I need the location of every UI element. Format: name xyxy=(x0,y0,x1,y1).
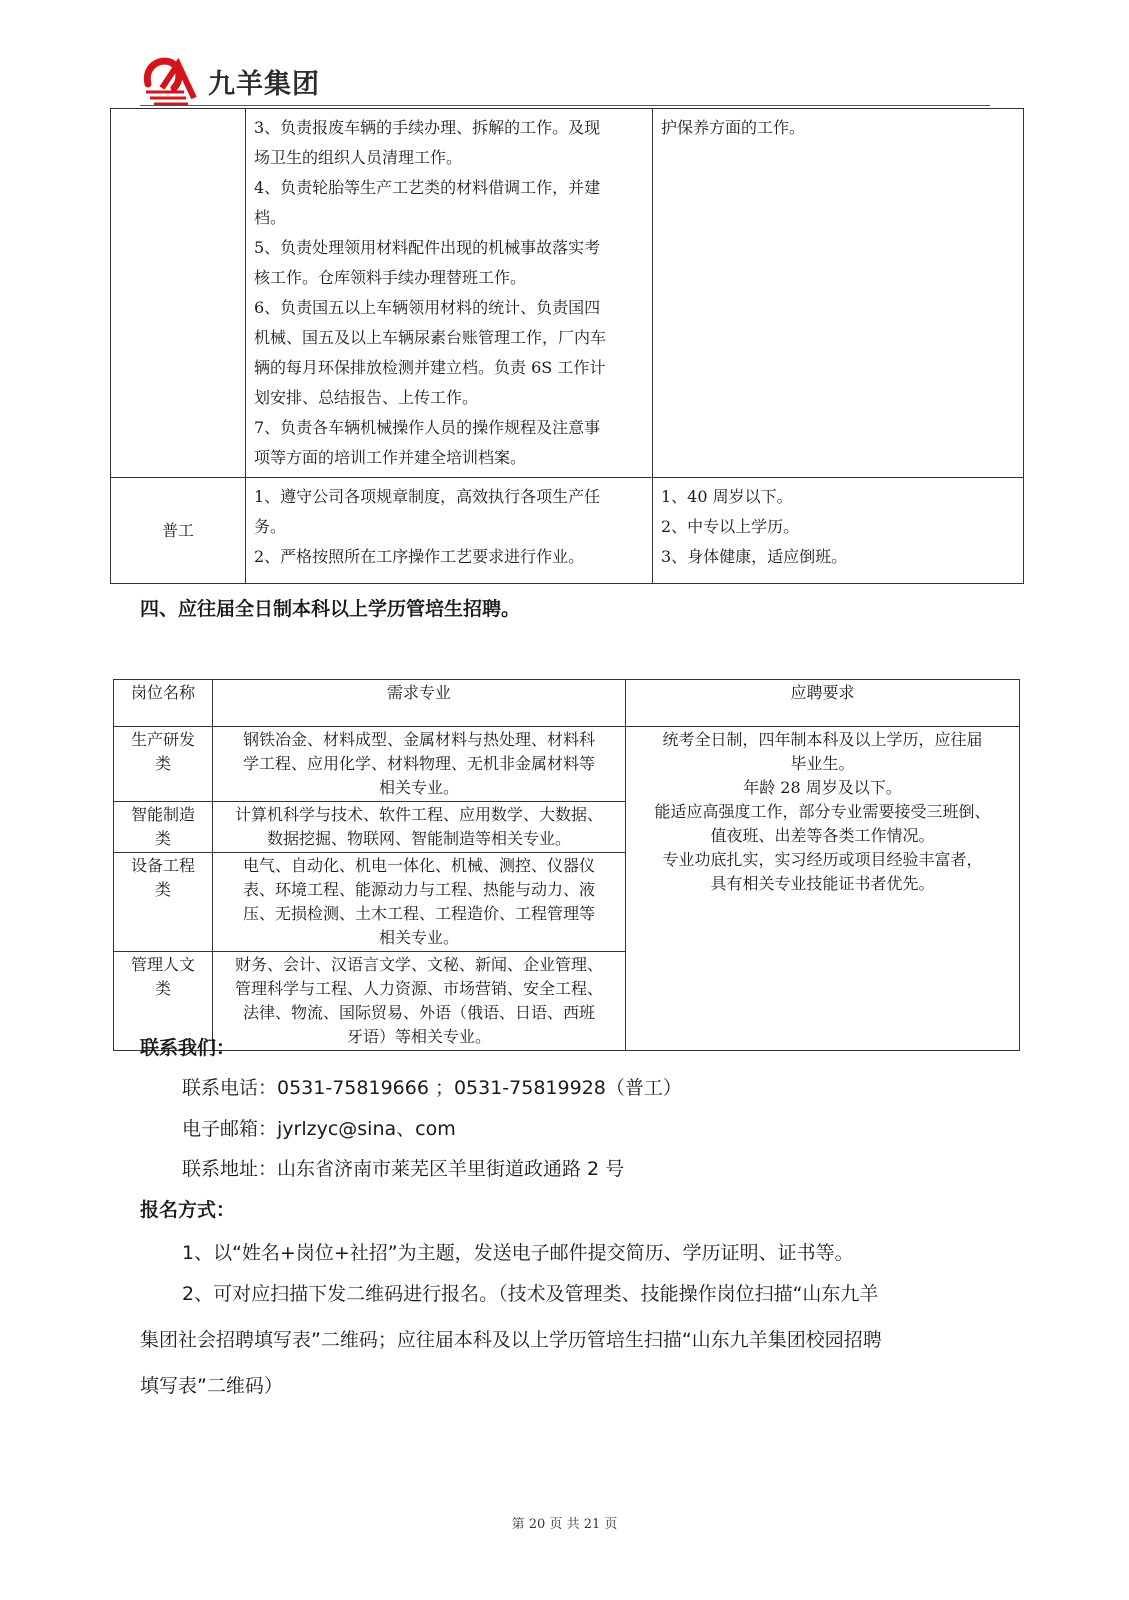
requirement-line: 年龄 28 周岁及以下。 xyxy=(743,778,902,797)
position-table xyxy=(110,108,1024,584)
name-line: 类 xyxy=(154,754,171,773)
role-cell: 普工 xyxy=(111,478,246,584)
company-logo-icon xyxy=(140,54,202,106)
table-row xyxy=(111,478,1024,584)
duty-line: 4、负责轮胎等生产工艺类的材料借调工作，并建 xyxy=(254,178,601,197)
name-line: 生产研发 xyxy=(130,730,195,749)
table-row xyxy=(111,109,1024,478)
requirement-line: 毕业生。 xyxy=(790,754,855,773)
name-line: 类 xyxy=(154,880,171,899)
requirements-cell xyxy=(653,478,1024,584)
signup-item-2-line: 2、可对应扫描下发二维码进行报名。（技术及管理类、技能操作岗位扫描“山东九羊 xyxy=(182,1283,879,1305)
name-line: 类 xyxy=(154,979,171,998)
contact-title: 联系我们： xyxy=(140,1037,236,1059)
signup-item-2 xyxy=(140,1271,1000,1409)
name-line: 类 xyxy=(154,829,171,848)
major-line: 相关专业。 xyxy=(378,778,459,797)
major-line: 表、环境工程、能源动力与工程、热能与动力、液 xyxy=(242,880,595,899)
position-name-cell xyxy=(114,802,213,853)
major-line: 相关专业。 xyxy=(378,928,459,947)
page-header xyxy=(140,54,990,106)
duty-line: 划安排、总结报告、上传工作。 xyxy=(254,388,479,407)
duty-line: 项等方面的培训工作并建全培训档案。 xyxy=(254,448,527,467)
major-line: 管理科学与工程、人力资源、市场营销、安全工程、 xyxy=(234,979,603,998)
duty-line: 核工作。仓库领料手续办理替班工作。 xyxy=(254,268,527,287)
trainee-table xyxy=(113,679,1020,1051)
requirements-cell xyxy=(626,727,1020,1051)
duty-line: 档。 xyxy=(254,208,287,227)
major-line: 法律、物流、国际贸易、外语（俄语、日语、西班 xyxy=(242,1003,595,1022)
contact-email: 电子邮箱：jyrlzyc@sina、com xyxy=(182,1118,456,1140)
requirements-cell xyxy=(653,109,1024,478)
name-line: 管理人文 xyxy=(130,955,195,974)
position-name-cell xyxy=(114,853,213,952)
contact-address: 联系地址：山东省济南市莱芜区羊里街道政通路 2 号 xyxy=(182,1158,625,1180)
requirement-line: 专业功底扎实，实习经历或项目经验丰富者， xyxy=(662,850,983,869)
majors-cell xyxy=(213,853,626,952)
signup-item-2-line: 填写表”二维码） xyxy=(140,1375,283,1397)
major-line: 压、无损检测、土木工程、工程造价、工程管理等 xyxy=(242,904,595,923)
name-line: 设备工程 xyxy=(130,856,195,875)
major-line: 财务、会计、汉语言文学、文秘、新闻、企业管理、 xyxy=(234,955,603,974)
logo-text: 九羊集团 xyxy=(208,69,320,100)
signup-item-1: 1、以“姓名+岗位+社招”为主题，发送电子邮件提交简历、学历证明、证书等。 xyxy=(182,1242,854,1264)
duty-line: 3、负责报废车辆的手续办理、拆解的工作。及现 xyxy=(254,118,601,137)
position-name-cell xyxy=(114,727,213,802)
role-cell xyxy=(111,109,246,478)
requirement-line: 能适应高强度工作，部分专业需要接受三班倒、 xyxy=(654,802,991,821)
majors-cell xyxy=(213,727,626,802)
requirement-line: 护保养方面的工作。 xyxy=(661,118,806,137)
majors-cell xyxy=(213,952,626,1051)
table-header-row xyxy=(114,680,1020,727)
requirement-line: 具有相关专业技能证书者优先。 xyxy=(710,874,935,893)
duties-cell xyxy=(246,478,653,584)
major-line: 计算机科学与技术、软件工程、应用数学、大数据、 xyxy=(234,805,603,824)
requirement-line: 统考全日制，四年制本科及以上学历，应往届 xyxy=(662,730,983,749)
header-requirements: 应聘要求 xyxy=(626,680,1020,727)
major-line: 牙语）等相关专业。 xyxy=(346,1027,491,1046)
page-number: 第 20 页 共 21 页 xyxy=(511,1517,618,1532)
table-row xyxy=(114,727,1020,802)
duty-line: 1、遵守公司各项规章制度，高效执行各项生产任 xyxy=(254,487,601,506)
contact-phone: 联系电话：0531-75819666 ；0531-75819928（普工） xyxy=(182,1077,682,1099)
major-line: 电气、自动化、机电一体化、机械、测控、仪器仪 xyxy=(242,856,595,875)
duty-line: 辆的每月环保排放检测并建立档。负责 6S 工作计 xyxy=(254,358,606,377)
header-majors: 需求专业 xyxy=(213,680,626,727)
duties-cell xyxy=(246,109,653,478)
requirement-line: 3、身体健康，适应倒班。 xyxy=(661,547,848,566)
section-title: 四、应往届全日制本科以上学历管培生招聘。 xyxy=(140,598,521,620)
requirement-line: 2、中专以上学历。 xyxy=(661,517,800,536)
signup-title: 报名方式： xyxy=(140,1199,236,1221)
signup-item-2-line: 集团社会招聘填写表”二维码；应往届本科及以上学历管培生扫描“山东九羊集团校园招聘 xyxy=(140,1329,882,1351)
majors-cell xyxy=(213,802,626,853)
duty-line: 机械、国五及以上车辆尿素台账管理工作，厂内车 xyxy=(254,328,607,347)
duty-line: 6、负责国五以上车辆领用材料的统计、负责国四 xyxy=(254,298,601,317)
duty-line: 7、负责各车辆机械操作人员的操作规程及注意事 xyxy=(254,418,601,437)
requirement-line: 1、40 周岁以下。 xyxy=(661,487,793,506)
duty-line: 2、严格按照所在工序操作工艺要求进行作业。 xyxy=(254,547,585,566)
major-line: 学工程、应用化学、材料物理、无机非金属材料等 xyxy=(242,754,595,773)
header-divider xyxy=(140,105,990,106)
major-line: 数据挖掘、物联网、智能制造等相关专业。 xyxy=(266,829,571,848)
duty-line: 5、负责处理领用材料配件出现的机械事故落实考 xyxy=(254,238,601,257)
name-line: 智能制造 xyxy=(130,805,195,824)
header-position: 岗位名称 xyxy=(114,680,213,727)
duty-line: 务。 xyxy=(254,517,287,536)
requirement-line: 值夜班、出差等各类工作情况。 xyxy=(710,826,935,845)
major-line: 钢铁冶金、材料成型、金属材料与热处理、材料科 xyxy=(242,730,595,749)
duty-line: 场卫生的组织人员清理工作。 xyxy=(254,148,463,167)
